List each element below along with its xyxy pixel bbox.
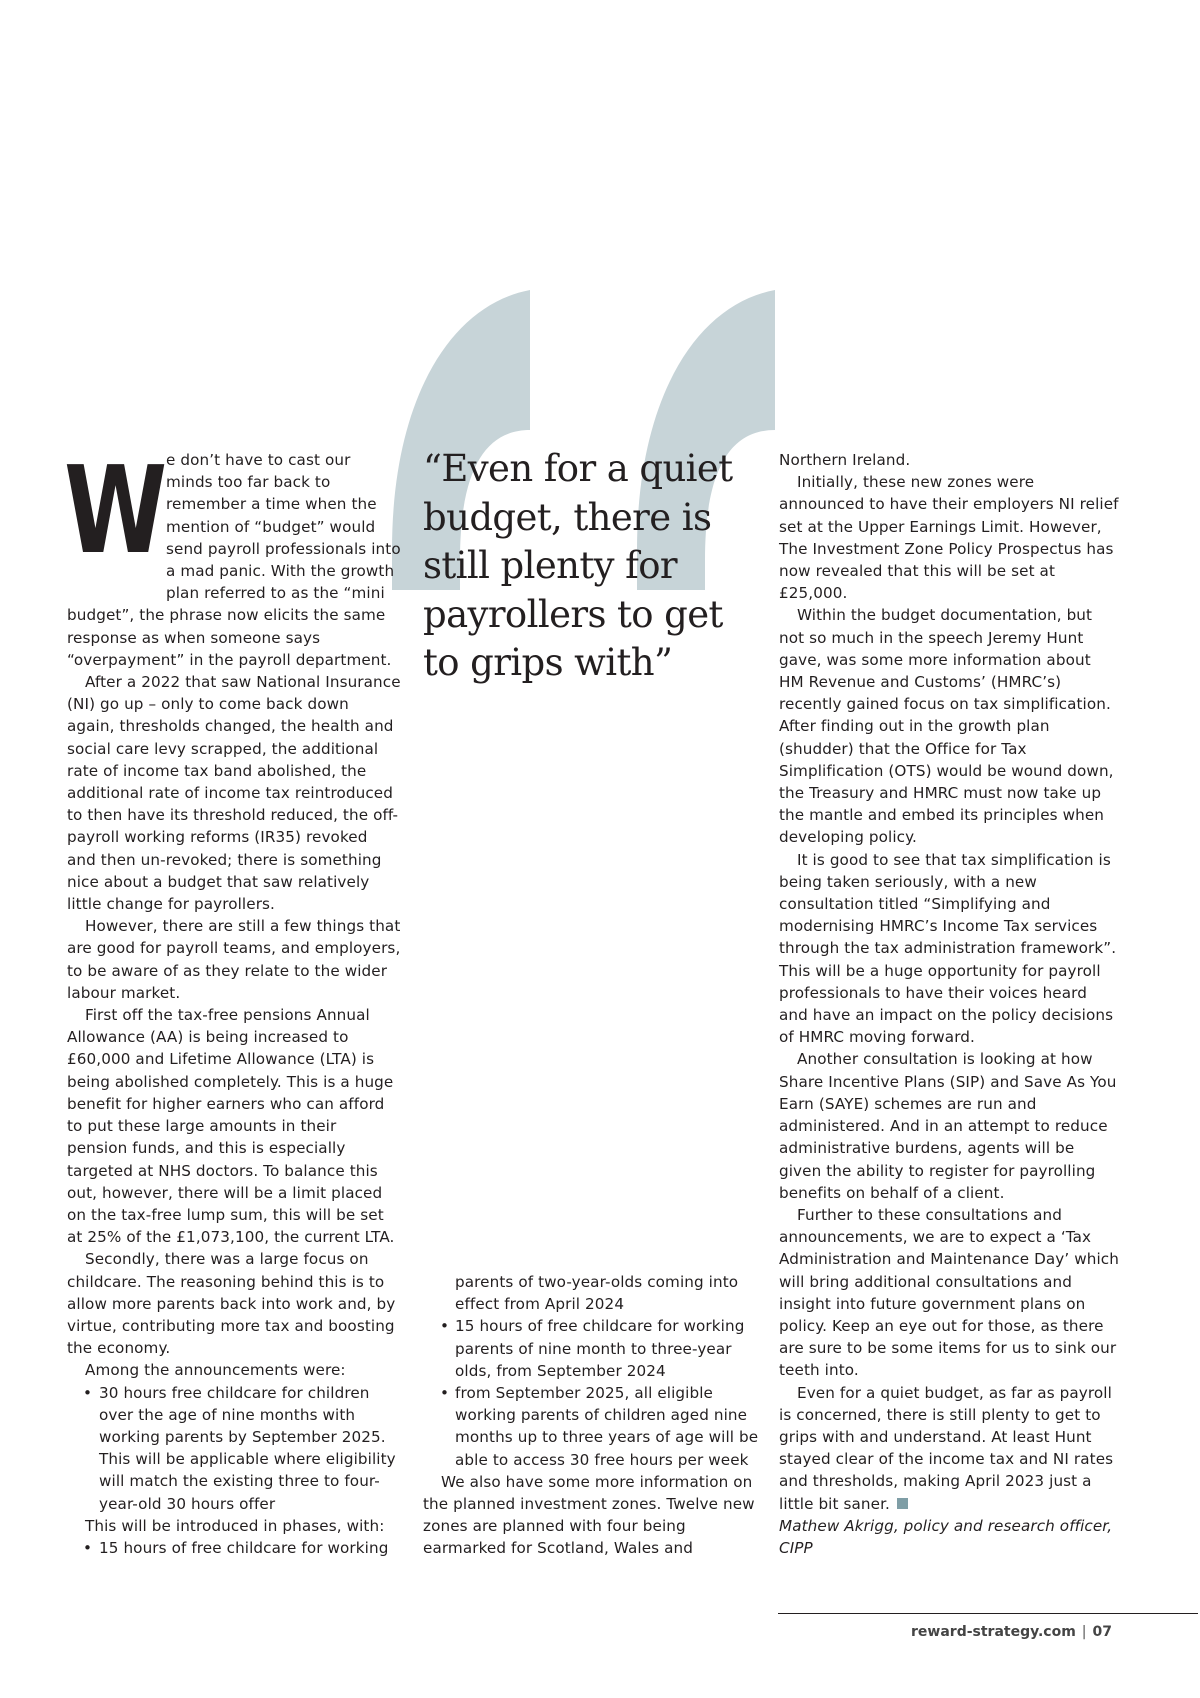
end-square-icon [897, 1498, 908, 1509]
paragraph: First off the tax-free pensions Annual Allowance (AA) is being increased to £60,000 and Lifetime Allowance (LTA) is being abolished completely. This is a huge benefit for higher earners who can afford to put these large amounts in their pension funds, and this is especially targeted at NHS doctors. To balance this out, however, there will be a limit placed on the tax-free lump sum, this will be set at 25% of the £1,073,100, the current LTA. [67, 1006, 395, 1247]
paragraph: Northern Ireland. [779, 451, 911, 469]
paragraph: Another consultation is looking at how Share Incentive Plans (SIP) and Save As You Earn (SAYE) schemes are run and administered. And in an attempt to reduce administrative burdens, agents will be given the ability to register for payrolling benefits on behalf of a client. [779, 1050, 1117, 1202]
article-column-1 [64, 442, 401, 1559]
list-item: • 15 hours of free childcare for working [67, 1537, 401, 1559]
byline: Mathew Akrigg, policy and research officer, CIPP [779, 1516, 1113, 1557]
paragraph: Further to these consultations and announcements, we are to expect a ‘Tax Administration and Maintenance Day’ which will bring additional consultations and insight into future government plans on policy. Keep an eye out for those, as there are sure to be some items for us to sink our teeth into. [779, 1205, 1119, 1380]
footer-site: reward-strategy.com [911, 1624, 1076, 1640]
page-number: 07 [1092, 1624, 1112, 1640]
article-column-3 [779, 449, 1119, 1559]
list-item: • 15 hours of free childcare for working parents of nine month to three-year olds, from September 2024 [423, 1315, 761, 1382]
article-column-2 [423, 1271, 761, 1560]
list-item: • from September 2025, all eligible working parents of children aged nine months up to three years of age will be able to access 30 free hours per week [423, 1382, 761, 1471]
paragraph: Among the announcements were: [85, 1361, 346, 1380]
paragraph: After a 2022 that saw National Insurance (NI) go up – only to come back down again, thresholds changed, the health and social care levy scrapped, the additional rate of income tax band abolished, the additional rate of income tax reintroduced to then have its threshold reduced, the off-payroll working reforms (IR35) revoked and then un-revoked; there is something nice about a budget that saw relatively little change for payrollers. [67, 673, 401, 914]
paragraph-text: Even for a quiet budget, as far as payroll is concerned, there is still plenty to get to grips with and understand. At least Hunt stayed clear of the income tax and NI rates and thresholds, making April 2023 just a little bit saner. [779, 1383, 1114, 1513]
paragraph: Within the budget documentation, but not so much in the speech Jeremy Hunt gave, was some more information about HM Revenue and Customs’ (HMRC’s) recently gained focus on tax simplification. After finding out in the growth plan (shudder) that the Office for Tax Simplification (OTS) would be wound down, the Treasury and HMRC must now take up the mantle and embed its principles when developing policy. [779, 606, 1114, 847]
bullet-list [67, 1382, 401, 1515]
paragraph: However, there are still a few things that are good for payroll teams, and employers, to be aware of as they relate to the wider labour market. [67, 917, 401, 1002]
footer-separator: | [1081, 1624, 1087, 1640]
page-footer [911, 1624, 1112, 1640]
list-item-continued: parents of two-year-olds coming into effect from April 2024 [455, 1273, 739, 1314]
paragraph: We also have some more information on the planned investment zones. Twelve new zones are planned with four being earmarked for Scotland, Wales and [423, 1472, 755, 1558]
paragraph: This will be introduced in phases, with: [85, 1516, 385, 1535]
paragraph: Initially, these new zones were announced to have their employers NI relief set at the Upper Earnings Limit. However, The Investment Zone Policy Prospectus has now revealed that this will be set at £25,000. [779, 473, 1119, 603]
paragraph: It is good to see that tax simplification is being taken seriously, with a new consultation titled “Simplifying and modernising HMRC’s Income Tax services through the tax administration framework”. This will be a huge opportunity for payroll professionals to have their voices heard and have an impact on the policy decisions of HMRC moving forward. [779, 850, 1117, 1047]
paragraph: e don’t have to cast our minds too far back to remember a time when the mention of “budget” would send payroll professionals into a mad panic. With the growth plan referred to as the “mini budget”, the phrase now elicits the same response as when someone says “overpayment” in the payroll department. [67, 451, 401, 669]
list-item: • 30 hours free childcare for children over the age of nine months with working parents by September 2025. This will be applicable where eligibility will match the existing three to four-year-old 30 hours offer [67, 1382, 401, 1515]
bullet-list [67, 1537, 401, 1559]
pull-quote: “Even for a quiet budget, there is still plenty for payrollers to get to grips with” [423, 447, 733, 684]
footer-rule [778, 1613, 1198, 1614]
paragraph: Secondly, there was a large focus on childcare. The reasoning behind this is to allow more parents back into work and, by virtue, contributing more tax and boosting the economy. [67, 1250, 396, 1358]
paragraph-final [779, 1382, 1119, 1515]
drop-cap: W [64, 442, 165, 581]
bullet-list [423, 1315, 761, 1470]
